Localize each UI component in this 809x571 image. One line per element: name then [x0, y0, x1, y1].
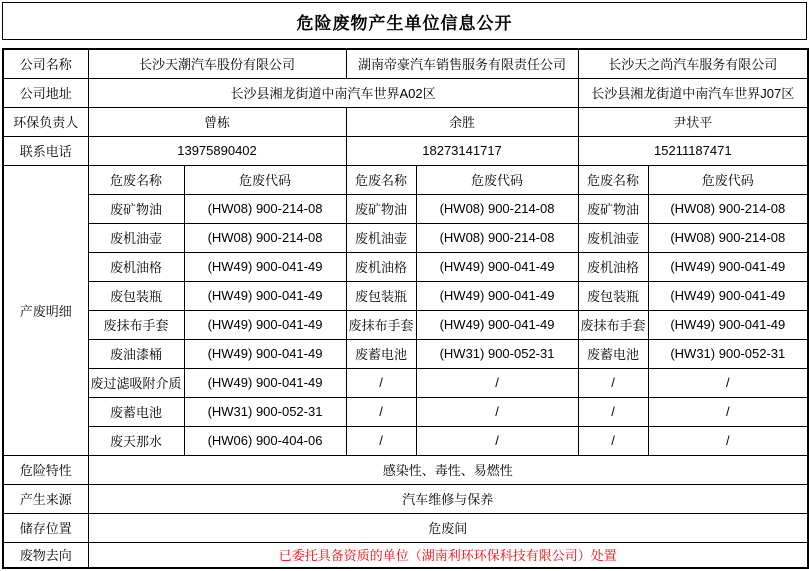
table-row [3, 49, 808, 78]
waste-code-header-2: 危废代码 [416, 165, 578, 194]
waste-code-cell: (HW49) 900-041-49 [416, 310, 578, 339]
waste-code-cell: (HW08) 900-214-08 [648, 194, 808, 223]
waste-name-header-3: 危废名称 [578, 165, 648, 194]
row-label-env-manager: 环保负责人 [3, 107, 88, 136]
waste-name-cell: 废包装瓶 [88, 281, 184, 310]
company-2-phone: 18273141717 [346, 136, 578, 165]
row-label-hazard-property: 危险特性 [3, 455, 88, 484]
company-1-name: 长沙天潮汽车股份有限公司 [88, 49, 346, 78]
waste-row [3, 252, 808, 281]
waste-name-cell: 废抹布手套 [346, 310, 416, 339]
waste-name-header-2: 危废名称 [346, 165, 416, 194]
waste-name-cell: 废矿物油 [88, 194, 184, 223]
waste-row [3, 310, 808, 339]
waste-name-cell: / [578, 426, 648, 455]
waste-name-cell: / [578, 368, 648, 397]
waste-name-cell: 废机油壶 [346, 223, 416, 252]
waste-code-cell: (HW49) 900-041-49 [184, 310, 346, 339]
waste-code-cell: / [648, 397, 808, 426]
company-3-phone: 15211187471 [578, 136, 808, 165]
company-2-manager: 余胜 [346, 107, 578, 136]
hazard-property-value: 感染性、毒性、易燃性 [88, 455, 808, 484]
disclosure-table [2, 48, 809, 569]
waste-row [3, 368, 808, 397]
table-row [3, 513, 808, 542]
waste-code-cell: (HW49) 900-041-49 [648, 252, 808, 281]
waste-code-cell: (HW49) 900-041-49 [184, 339, 346, 368]
waste-name-cell: / [346, 368, 416, 397]
waste-name-cell: 废油漆桶 [88, 339, 184, 368]
waste-name-cell: / [346, 397, 416, 426]
table-row [3, 455, 808, 484]
company-3-name: 长沙天之尚汽车服务有限公司 [578, 49, 808, 78]
waste-code-cell: / [416, 397, 578, 426]
waste-name-cell: 废过滤吸附介质 [88, 368, 184, 397]
waste-name-cell: 废蓄电池 [346, 339, 416, 368]
waste-name-cell: 废包装瓶 [578, 281, 648, 310]
waste-row [3, 339, 808, 368]
title-box [2, 2, 807, 40]
waste-name-cell: 废机油格 [346, 252, 416, 281]
waste-name-cell: 废蓄电池 [88, 397, 184, 426]
source-value: 汽车维修与保养 [88, 484, 808, 513]
row-label-waste-detail: 产废明细 [3, 165, 88, 455]
waste-name-cell: 废机油壶 [578, 223, 648, 252]
waste-code-cell: (HW49) 900-041-49 [416, 252, 578, 281]
company-1-phone: 13975890402 [88, 136, 346, 165]
waste-code-header-3: 危废代码 [648, 165, 808, 194]
waste-code-cell: (HW08) 900-214-08 [184, 194, 346, 223]
waste-code-cell: (HW49) 900-041-49 [184, 252, 346, 281]
waste-code-cell: / [648, 368, 808, 397]
table-row [3, 136, 808, 165]
table-row [3, 542, 808, 568]
waste-code-cell: (HW49) 900-041-49 [648, 310, 808, 339]
table-row [3, 484, 808, 513]
waste-code-cell: (HW31) 900-052-31 [184, 397, 346, 426]
waste-code-cell: (HW08) 900-214-08 [416, 223, 578, 252]
waste-code-cell: (HW06) 900-404-06 [184, 426, 346, 455]
waste-name-cell: 废抹布手套 [88, 310, 184, 339]
table-row [3, 165, 808, 194]
waste-code-header-1: 危废代码 [184, 165, 346, 194]
waste-code-cell: (HW49) 900-041-49 [416, 281, 578, 310]
waste-code-cell: (HW49) 900-041-49 [184, 368, 346, 397]
storage-value: 危废间 [88, 513, 808, 542]
waste-name-cell: 废抹布手套 [578, 310, 648, 339]
waste-name-header-1: 危废名称 [88, 165, 184, 194]
table-row [3, 78, 808, 107]
waste-code-cell: / [648, 426, 808, 455]
waste-name-cell: 废机油格 [578, 252, 648, 281]
destination-value: 已委托具备资质的单位（湖南利环环保科技有限公司）处置 [88, 542, 808, 568]
waste-name-cell: / [578, 397, 648, 426]
waste-name-cell: / [346, 426, 416, 455]
waste-code-cell: / [416, 368, 578, 397]
waste-row [3, 281, 808, 310]
waste-name-cell: 废机油壶 [88, 223, 184, 252]
waste-code-cell: (HW08) 900-214-08 [648, 223, 808, 252]
waste-row [3, 194, 808, 223]
waste-row [3, 397, 808, 426]
waste-row [3, 426, 808, 455]
company-3-manager: 尹状平 [578, 107, 808, 136]
waste-name-cell: 废矿物油 [346, 194, 416, 223]
waste-code-cell: (HW31) 900-052-31 [648, 339, 808, 368]
waste-row [3, 223, 808, 252]
waste-name-cell: 废包装瓶 [346, 281, 416, 310]
waste-code-cell: (HW08) 900-214-08 [184, 223, 346, 252]
waste-code-cell: (HW49) 900-041-49 [184, 281, 346, 310]
row-label-storage: 储存位置 [3, 513, 88, 542]
waste-code-cell: (HW49) 900-041-49 [648, 281, 808, 310]
row-label-company-address: 公司地址 [3, 78, 88, 107]
company-3-address: 长沙县湘龙街道中南汽车世界J07区 [578, 78, 808, 107]
company-1-2-address: 长沙县湘龙街道中南汽车世界A02区 [88, 78, 578, 107]
row-label-source: 产生来源 [3, 484, 88, 513]
waste-name-cell: 废机油格 [88, 252, 184, 281]
company-1-manager: 曾栋 [88, 107, 346, 136]
waste-code-cell: / [416, 426, 578, 455]
waste-name-cell: 废矿物油 [578, 194, 648, 223]
row-label-phone: 联系电话 [3, 136, 88, 165]
row-label-company-name: 公司名称 [3, 49, 88, 78]
table-row [3, 107, 808, 136]
waste-name-cell: 废天那水 [88, 426, 184, 455]
company-2-name: 湖南帝豪汽车销售服务有限责任公司 [346, 49, 578, 78]
row-label-destination: 废物去向 [3, 542, 88, 568]
waste-name-cell: 废蓄电池 [578, 339, 648, 368]
waste-code-cell: (HW08) 900-214-08 [416, 194, 578, 223]
waste-code-cell: (HW31) 900-052-31 [416, 339, 578, 368]
page-title: 危险废物产生单位信息公开 [296, 13, 513, 33]
